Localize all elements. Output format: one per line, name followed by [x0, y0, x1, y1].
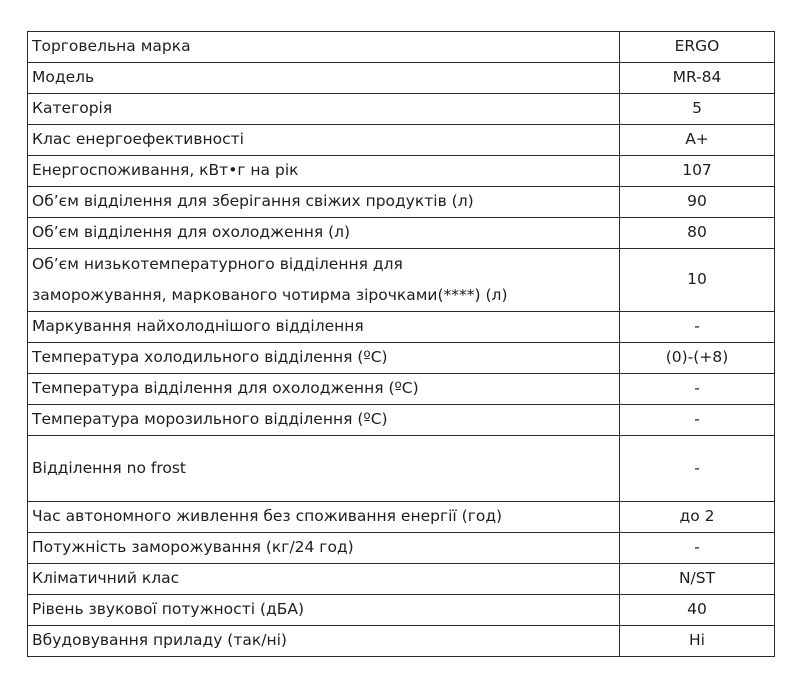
table-row [28, 405, 775, 436]
row-value-chill-temp: - [620, 374, 775, 405]
row-value-model: MR-84 [620, 63, 775, 94]
row-value-noise-level: 40 [620, 595, 775, 626]
row-value-no-frost: - [620, 436, 775, 502]
row-label-freezer-volume-line2: заморожування, маркованого чотирма зірочками(****) (л) [32, 286, 508, 304]
row-label-freezer-volume-line1: Об’єм низькотемпературного відділення для [32, 255, 403, 273]
row-value-built-in: Ні [620, 626, 775, 657]
table-row [28, 63, 775, 94]
row-label-chill-volume: Об’єм відділення для охолодження (л) [28, 218, 620, 249]
row-label-energy-class: Клас енергоефективності [28, 125, 620, 156]
row-value-energy-class: A+ [620, 125, 775, 156]
table-row [28, 436, 775, 502]
row-label-model: Модель [28, 63, 620, 94]
row-value-energy-consumption: 107 [620, 156, 775, 187]
row-value-category: 5 [620, 94, 775, 125]
table-row [28, 626, 775, 657]
row-label-energy-consumption: Енергоспоживання, кВт•г на рік [28, 156, 620, 187]
row-label-coldest-marking: Маркування найхолоднішого відділення [28, 312, 620, 343]
row-value-autonomy: до 2 [620, 502, 775, 533]
table-row [28, 312, 775, 343]
row-label-freezer-volume [28, 249, 620, 312]
table-row [28, 156, 775, 187]
row-value-freezer-temp: - [620, 405, 775, 436]
row-value-chill-volume: 80 [620, 218, 775, 249]
row-label-chill-temp: Температура відділення для охолодження (ºC) [28, 374, 620, 405]
table-row [28, 94, 775, 125]
table-row [28, 564, 775, 595]
row-value-freezer-volume: 10 [620, 249, 775, 312]
table-row [28, 374, 775, 405]
row-label-no-frost: Відділення no frost [28, 436, 620, 502]
table-row [28, 533, 775, 564]
row-label-autonomy: Час автономного живлення без споживання енергії (год) [28, 502, 620, 533]
row-value-fresh-volume: 90 [620, 187, 775, 218]
row-label-fresh-volume: Об’єм відділення для зберігання свіжих продуктів (л) [28, 187, 620, 218]
table-row [28, 249, 775, 312]
row-value-freezing-capacity: - [620, 533, 775, 564]
table-row [28, 343, 775, 374]
table-row [28, 125, 775, 156]
row-value-coldest-marking: - [620, 312, 775, 343]
table-row [28, 502, 775, 533]
table-row [28, 187, 775, 218]
table-row [28, 595, 775, 626]
row-label-climate-class: Кліматичний клас [28, 564, 620, 595]
row-label-category: Категорія [28, 94, 620, 125]
row-label-noise-level: Рівень звукової потужності (дБА) [28, 595, 620, 626]
row-label-freezing-capacity: Потужність заморожування (кг/24 год) [28, 533, 620, 564]
row-value-fridge-temp: (0)-(+8) [620, 343, 775, 374]
row-label-freezer-temp: Температура морозильного відділення (ºC) [28, 405, 620, 436]
table-row [28, 32, 775, 63]
row-value-climate-class: N/ST [620, 564, 775, 595]
row-label-fridge-temp: Температура холодильного відділення (ºC) [28, 343, 620, 374]
row-value-brand: ERGO [620, 32, 775, 63]
spec-table [27, 31, 775, 657]
row-label-brand: Торговельна марка [28, 32, 620, 63]
row-label-built-in: Вбудовування приладу (так/ні) [28, 626, 620, 657]
table-row [28, 218, 775, 249]
